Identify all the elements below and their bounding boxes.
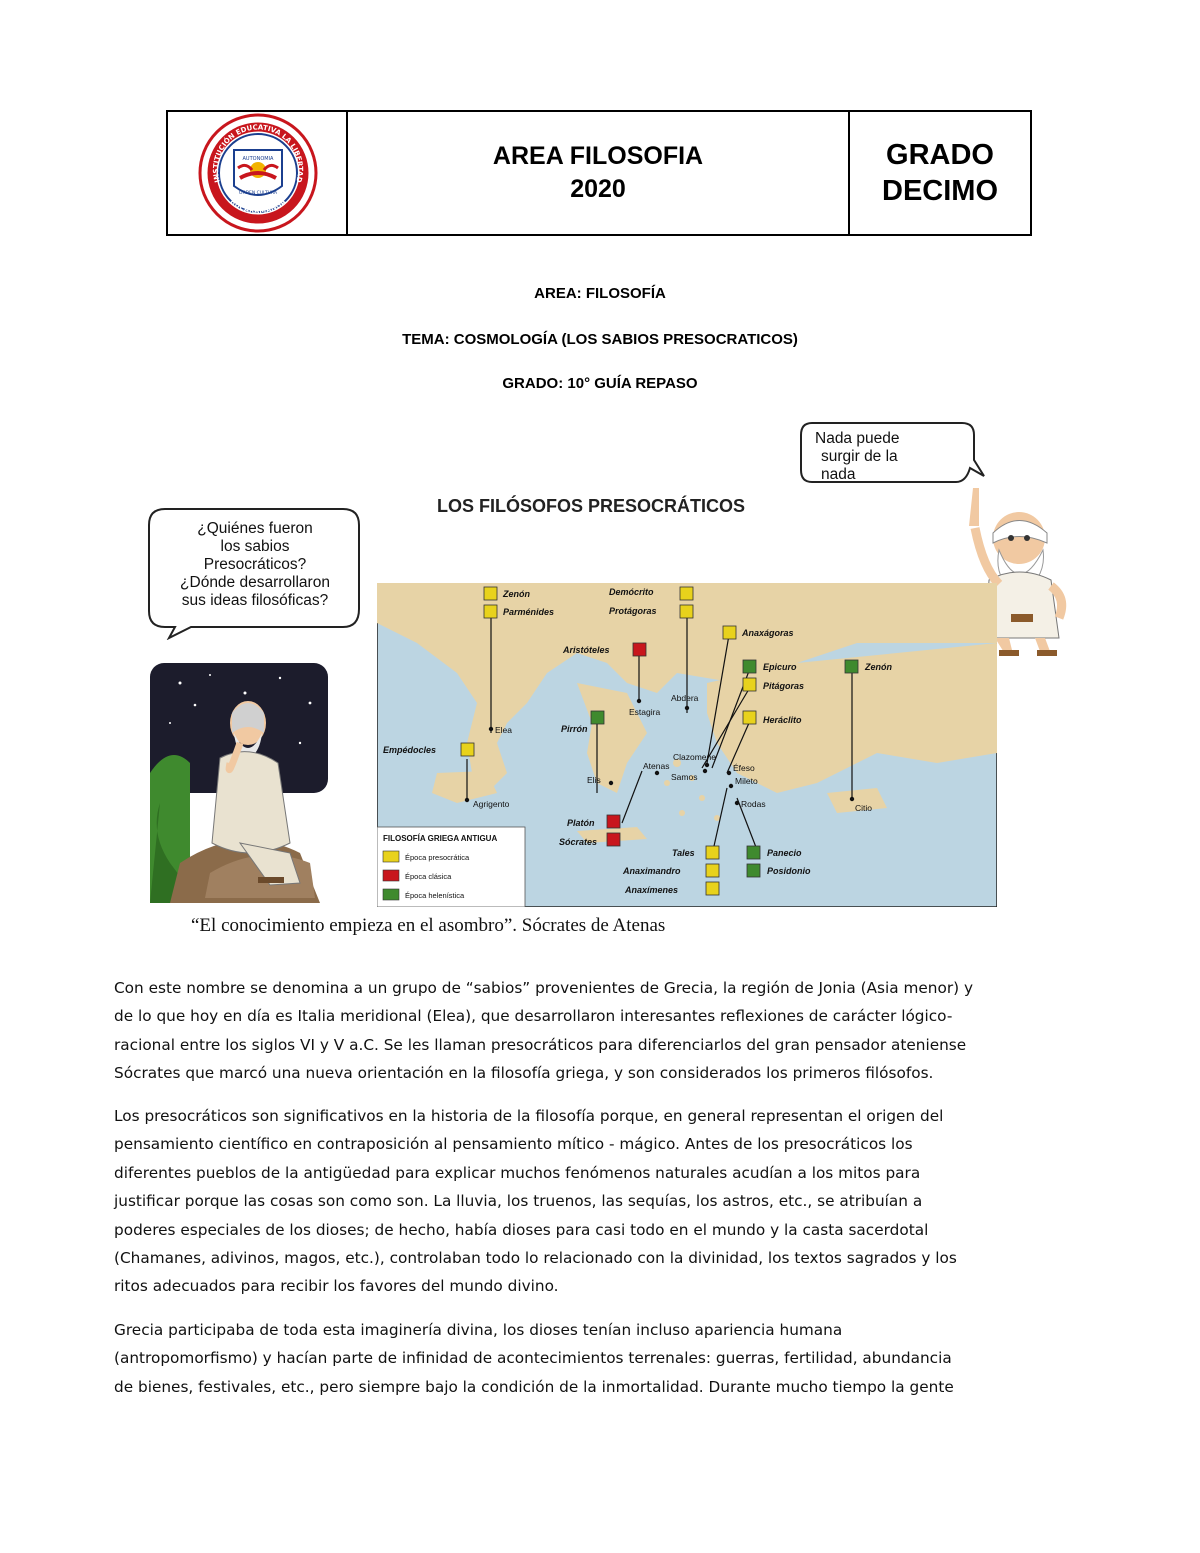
svg-text:BUCARAMANGA: BUCARAMANGA [228, 197, 288, 216]
map-title: LOS FILÓSOFOS PRESOCRÁTICOS [437, 496, 746, 516]
logo-cell [168, 112, 348, 234]
grado-label: GRADO [886, 139, 994, 171]
paragraph-1: Con este nombre se denomina a un grupo de “sabios” provenientes de Grecia, la región de Jonia (Asia menor) y de lo que hoy en día es Italia meridional (Elea), que desarrollaron interesantes reflexiones de carácter lógico- racional entre los siglos VI y V a.C. Se les llaman presocráticos para diferenciarlos del gran pensador ateniense Sócrates que marcó una nueva orientación en la filosofía griega, y son considerados los primeros filósofos. [114, 979, 974, 1083]
subheader-grado: GRADO: 10° GUÍA REPASO [502, 375, 698, 392]
subheader-tema: TEMA: COSMOLOGÍA (LOS SABIOS PRESOCRATICOS) [402, 331, 798, 348]
svg-text:AUTONOMIA: AUTONOMIA [242, 156, 274, 162]
philosopher-label: Empédocles [383, 745, 437, 755]
philosopher-label: Panecio [767, 848, 802, 858]
paragraph-2: Los presocráticos son significativos en la historia de la filosofía porque, en general representan el origen del pensamiento científico en contraposición al pensamiento mítico - mágico. Antes de los presocráticos los diferentes pueblos de la antigüedad para explicar muchos fenómenos naturales acudían a los mitos para justificar porque las cosas son como son. La lluvia, los truenos, las sequías, los astros, etc., se atribuían a poderes especiales de los dioses; de hecho, había dioses para casi todo en el mundo y la casta sacerdotal (Chamanes, adivinos, magos, etc.), controlaban todo lo relacionado con la divinidad, los textos sagrados y los ritos adecuados para recibir los favores del mundo divino. [114, 1107, 957, 1296]
map-legend [377, 827, 525, 907]
philosopher-label: Pirrón [561, 724, 588, 734]
city-label: Rodas [741, 799, 766, 809]
city-label: Estagira [629, 707, 661, 717]
socrates-quote: “El conocimiento empieza en el asombro”. Sócrates de Atenas [191, 915, 666, 936]
legend-swatch-presocratica [383, 851, 399, 862]
city-label: Samos [671, 772, 698, 782]
thinker-illustration [150, 663, 328, 903]
philosopher-label: Protágoras [609, 606, 657, 616]
philosopher-label: Pitágoras [763, 681, 805, 691]
svg-text:INSTITUCIÓN EDUCATIVA LA LIBER: INSTITUCIÓN EDUCATIVA LA LIBERTAD [211, 123, 305, 184]
philosopher-label: Zenón [865, 662, 892, 672]
svg-text:FILOSOFÍA GRIEGA ANTIGUA: FILOSOFÍA GRIEGA ANTIGUA [383, 834, 498, 843]
area-title: AREA FILOSOFIA [492, 142, 704, 170]
philosopher-label: Sócrates [559, 837, 598, 847]
header-table [166, 110, 1032, 236]
philosopher-label: Anaxágoras [742, 628, 794, 638]
svg-text:Época presocrática: Época presocrática [405, 853, 470, 862]
city-label: Mileto [735, 776, 758, 786]
philosopher-label: Heráclito [763, 715, 802, 725]
grado-value: DECIMO [882, 175, 998, 207]
bubble-right-text: Nada puede surgir de la nada [815, 430, 900, 483]
philosopher-label: Aristóteles [563, 645, 610, 655]
philosopher-label: Anaxímenes [625, 885, 679, 895]
philosopher-label: Platón [567, 818, 595, 828]
philosopher-label: Posidonio [767, 866, 811, 876]
philosopher-label: Parménides [503, 607, 555, 617]
subheader-area: AREA: FILOSOFÍA [534, 285, 666, 302]
city-label: Elea [495, 725, 513, 735]
city-label: Abdera [671, 693, 699, 703]
city-label: Éfeso [733, 763, 755, 773]
city-label: Clazomene [673, 752, 716, 762]
area-year: 2020 [570, 175, 626, 203]
svg-text:Época helenística: Época helenística [405, 891, 465, 900]
city-label: Citio [855, 803, 873, 813]
greece-map [377, 583, 997, 907]
paragraph-3: Grecia participaba de toda esta imaginería divina, los dioses tenían incluso apariencia humana (antropomorfismo) y hacían parte de infinidad de acontecimientos terrenales: guerras, fertilidad, abundancia de bienes, festivales, etc., pero siempre bajo la condición de la inmortalidad. Durante mucho tiempo la gente [114, 1321, 954, 1396]
area-cell [348, 112, 850, 234]
philosopher-label: Anaximandro [623, 866, 681, 876]
city-label: Elis [587, 775, 601, 785]
city-label: Atenas [643, 761, 670, 771]
philosopher-label: Demócrito [609, 587, 654, 597]
philosopher-label: Zenón [503, 589, 530, 599]
philosopher-label: Epicuro [763, 662, 797, 672]
bubble-left-text: ¿Quiénes fueron los sabios Presocráticos? ¿Dónde desarrollaron sus ideas filosóficas? [180, 520, 330, 609]
city-label: Agrigento [473, 799, 510, 809]
svg-text:Época clásica: Época clásica [405, 872, 452, 881]
school-logo [168, 112, 348, 234]
philosopher-label: Tales [672, 848, 695, 858]
legend-swatch-helenistica [383, 889, 399, 900]
grado-cell [850, 112, 1030, 234]
svg-text:ORDEN CULTURA: ORDEN CULTURA [238, 191, 278, 196]
legend-swatch-clasica [383, 870, 399, 881]
